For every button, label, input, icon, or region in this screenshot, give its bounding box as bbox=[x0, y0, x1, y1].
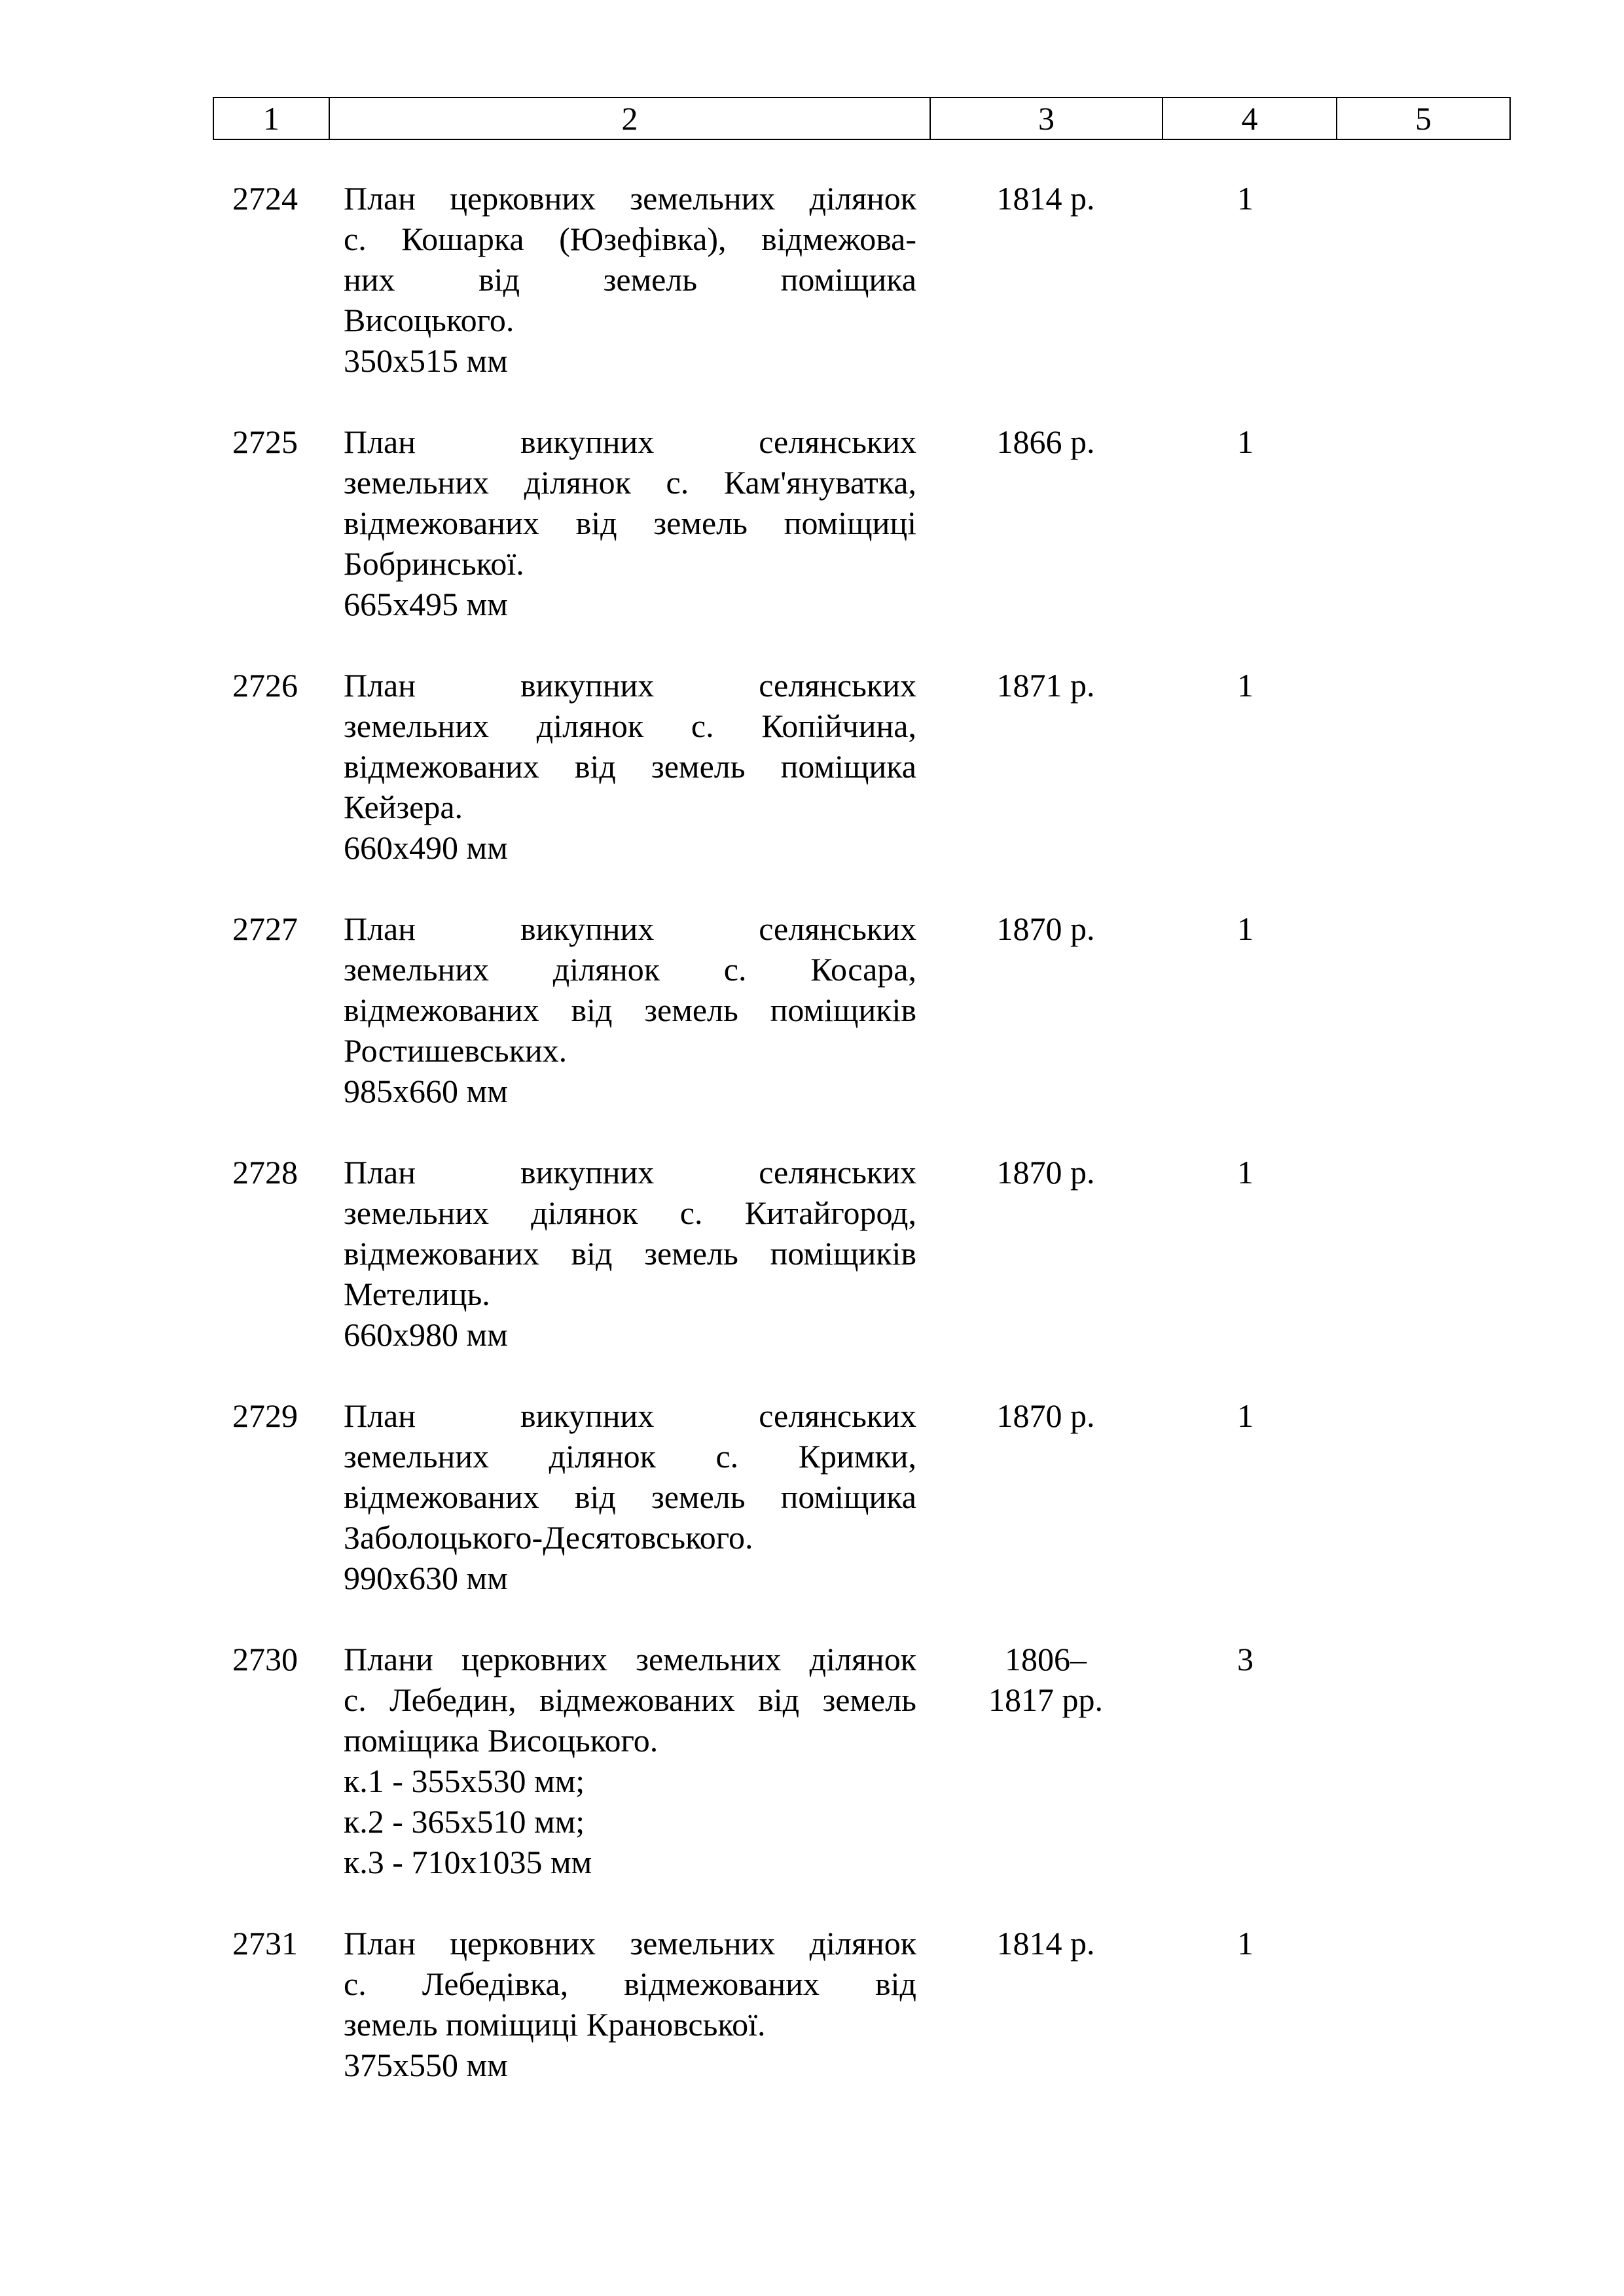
description-line: План викупних селянських bbox=[344, 910, 916, 947]
entry-description bbox=[344, 908, 916, 1111]
entry-number: 2724 bbox=[232, 180, 298, 217]
entry-quantity: 1 bbox=[1237, 1397, 1254, 1434]
description-line: Бобринської. bbox=[344, 545, 524, 582]
description-line: поміщика Висоцького. bbox=[344, 1722, 659, 1759]
entry-number: 2731 bbox=[232, 1925, 298, 1962]
entry-description bbox=[344, 1152, 916, 1355]
description-line: 350х515 мм bbox=[344, 342, 508, 379]
description-line: земельних ділянок с. Копійчина, bbox=[344, 708, 916, 744]
description-line: к.3 - 710х1035 мм bbox=[344, 1844, 592, 1880]
date-line: 1870 р. bbox=[996, 1154, 1095, 1191]
date-line: 1806– bbox=[1005, 1641, 1087, 1677]
description-line: 660х490 мм bbox=[344, 829, 508, 866]
entry-number: 2729 bbox=[232, 1397, 298, 1434]
entry-date bbox=[933, 1152, 1159, 1193]
description-line: земельних ділянок с. Кримки, bbox=[344, 1438, 916, 1475]
description-line: відмежованих від земель поміщиці bbox=[344, 505, 916, 541]
description-line: відмежованих від земель поміщиків bbox=[344, 1235, 916, 1272]
entry-quantity: 1 bbox=[1237, 180, 1254, 217]
column-header-2: 2 bbox=[329, 98, 930, 139]
description-line: 665х495 мм bbox=[344, 586, 508, 622]
entry-date bbox=[933, 178, 1159, 219]
description-line: них від земель поміщика bbox=[344, 261, 916, 298]
description-line: Плани церковних земельних ділянок bbox=[344, 1641, 916, 1677]
description-line: с. Лебедівка, відмежованих від bbox=[344, 1965, 916, 2002]
entry-quantity: 1 bbox=[1237, 667, 1254, 704]
entry-number: 2730 bbox=[232, 1641, 298, 1677]
entry-quantity: 1 bbox=[1237, 910, 1254, 947]
description-line: земельних ділянок с. Кам'януватка, bbox=[344, 464, 916, 501]
description-line: Заболоцького-Десятовського. bbox=[344, 1519, 753, 1556]
entry-date bbox=[933, 1923, 1159, 1964]
description-line: План викупних селянських bbox=[344, 423, 916, 460]
entry-description bbox=[344, 665, 916, 868]
entry-date bbox=[933, 1395, 1159, 1436]
date-line: 1814 р. bbox=[996, 180, 1095, 217]
description-line: к.1 - 355х530 мм; bbox=[344, 1763, 585, 1799]
entry-number: 2727 bbox=[232, 910, 298, 947]
entry-description bbox=[344, 1923, 916, 2085]
entry-number: 2728 bbox=[232, 1154, 298, 1191]
description-line: Кейзера. bbox=[344, 789, 463, 825]
entry-description bbox=[344, 422, 916, 624]
description-line: Ростишевських. bbox=[344, 1032, 568, 1069]
entry-quantity: 1 bbox=[1237, 1154, 1254, 1191]
description-line: земельних ділянок с. Косара, bbox=[344, 951, 916, 988]
description-line: відмежованих від земель поміщика bbox=[344, 1479, 916, 1515]
entry-description bbox=[344, 178, 916, 381]
entry-quantity: 1 bbox=[1237, 1925, 1254, 1962]
description-line: Висоцького. bbox=[344, 302, 514, 338]
description-line: План викупних селянських bbox=[344, 1397, 916, 1434]
date-line: 1871 р. bbox=[996, 667, 1095, 704]
entry-description bbox=[344, 1639, 916, 1882]
description-line: к.2 - 365х510 мм; bbox=[344, 1803, 585, 1840]
description-line: с. Кошарка (Юзефівка), відмежова- bbox=[344, 221, 916, 257]
description-line: 985х660 мм bbox=[344, 1073, 508, 1109]
entry-number: 2725 bbox=[232, 423, 298, 460]
entry-quantity: 1 bbox=[1237, 423, 1254, 460]
date-line: 1870 р. bbox=[996, 1397, 1095, 1434]
description-line: План викупних селянських bbox=[344, 667, 916, 704]
date-line: 1870 р. bbox=[996, 910, 1095, 947]
entry-date bbox=[933, 422, 1159, 462]
entry-date bbox=[933, 908, 1159, 949]
date-line: 1866 р. bbox=[996, 423, 1095, 460]
description-line: План церковних земельних ділянок bbox=[344, 180, 916, 217]
column-header-3: 3 bbox=[930, 98, 1163, 139]
description-line: 375х550 мм bbox=[344, 2047, 508, 2083]
date-line: 1817 рр. bbox=[988, 1681, 1103, 1718]
entry-date bbox=[933, 1639, 1159, 1720]
description-line: с. Лебедин, відмежованих від земель bbox=[344, 1681, 916, 1718]
description-line: План церковних земельних ділянок bbox=[344, 1925, 916, 1962]
description-line: 990х630 мм bbox=[344, 1560, 508, 1596]
column-header-4: 4 bbox=[1163, 98, 1337, 139]
date-line: 1814 р. bbox=[996, 1925, 1095, 1962]
entry-number: 2726 bbox=[232, 667, 298, 704]
description-line: відмежованих від земель поміщиків bbox=[344, 992, 916, 1028]
description-line: земельних ділянок с. Китайгород, bbox=[344, 1194, 916, 1231]
column-header-5: 5 bbox=[1337, 98, 1510, 139]
entry-quantity: 3 bbox=[1237, 1641, 1254, 1677]
description-line: План викупних селянських bbox=[344, 1154, 916, 1191]
entry-date bbox=[933, 665, 1159, 706]
entry-description bbox=[344, 1395, 916, 1598]
column-header-1: 1 bbox=[213, 98, 329, 139]
description-line: земель поміщиці Крановської. bbox=[344, 2006, 766, 2043]
description-line: Метелиць. bbox=[344, 1276, 490, 1312]
description-line: 660х980 мм bbox=[344, 1316, 508, 1353]
description-line: відмежованих від земель поміщика bbox=[344, 748, 916, 785]
